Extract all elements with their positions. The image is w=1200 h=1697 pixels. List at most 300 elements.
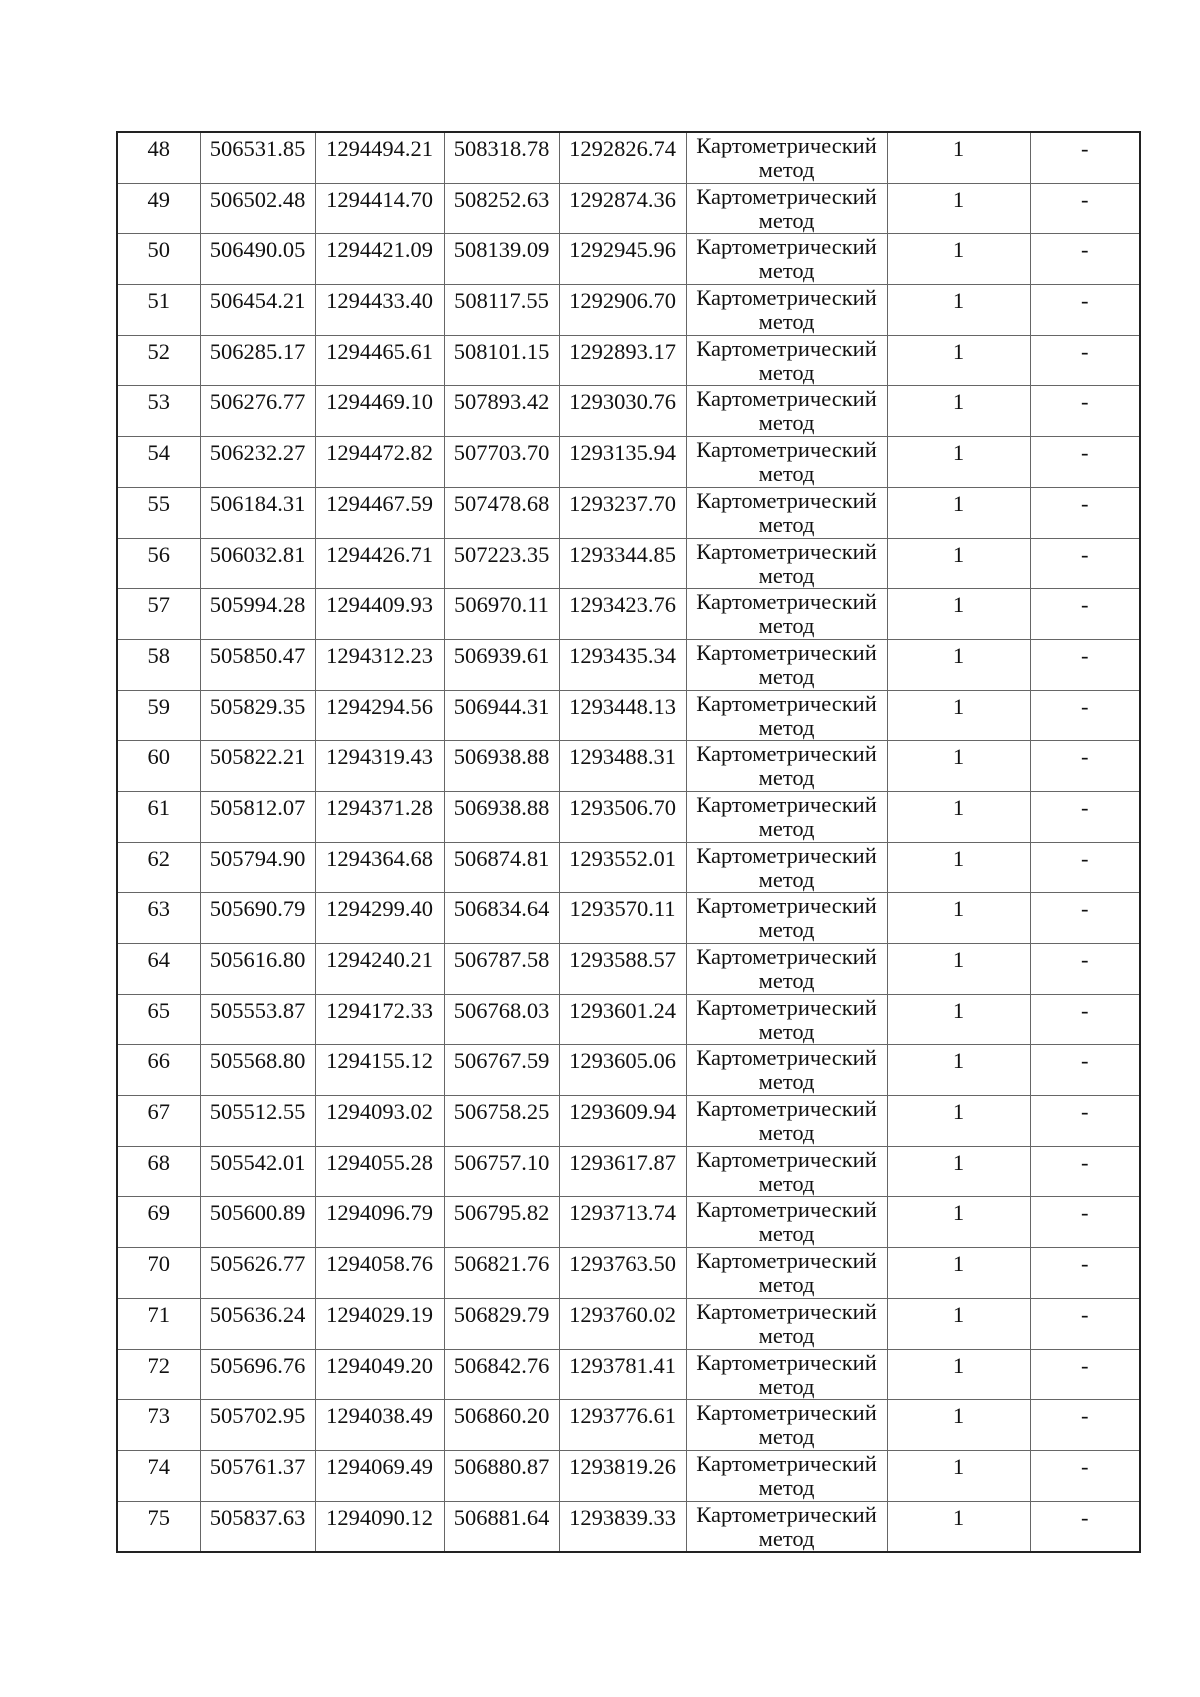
y-new-cell xyxy=(559,386,686,437)
y-new-cell xyxy=(559,1349,686,1400)
point-number: 63 xyxy=(147,896,170,922)
table-row xyxy=(117,183,1140,234)
y-new-cell xyxy=(559,1450,686,1501)
point-number-cell xyxy=(117,234,200,285)
y-new: 1293617.87 xyxy=(569,1149,676,1175)
method-text: Картометрический xyxy=(696,1450,877,1476)
x-old: 505626.77 xyxy=(209,1251,306,1277)
accuracy: 1 xyxy=(952,186,965,212)
note: - xyxy=(1081,237,1089,263)
method-text: метод xyxy=(758,714,815,740)
y-new-cell xyxy=(559,132,686,183)
note: - xyxy=(1081,1099,1089,1125)
note: - xyxy=(1081,693,1089,719)
point-number: 54 xyxy=(147,440,170,466)
note-cell xyxy=(1030,589,1140,640)
table-row xyxy=(117,386,1140,437)
accuracy-cell xyxy=(887,741,1030,792)
accuracy: 1 xyxy=(952,490,965,516)
x-new-cell xyxy=(444,1450,559,1501)
y-old-cell xyxy=(315,234,444,285)
x-new-cell xyxy=(444,791,559,842)
method-text: метод xyxy=(758,1272,815,1298)
method-cell xyxy=(686,589,887,640)
x-old: 506502.48 xyxy=(209,186,306,212)
method-cell xyxy=(686,437,887,488)
x-new-cell xyxy=(444,1197,559,1248)
point-number: 53 xyxy=(147,389,170,415)
method-cell xyxy=(686,1450,887,1501)
table-row xyxy=(117,589,1140,640)
accuracy-cell xyxy=(887,842,1030,893)
method-text: Картометрический xyxy=(696,234,877,260)
y-old: 1294364.68 xyxy=(326,845,433,871)
x-new-cell xyxy=(444,285,559,336)
y-new-cell xyxy=(559,1248,686,1299)
y-new: 1292826.74 xyxy=(569,136,676,161)
method-text: Картометрический xyxy=(696,183,877,209)
x-new: 506757.10 xyxy=(453,1149,550,1175)
table-row xyxy=(117,1248,1140,1299)
y-new-cell xyxy=(559,589,686,640)
x-new-cell xyxy=(444,1146,559,1197)
x-old-cell xyxy=(200,1248,315,1299)
note-cell xyxy=(1030,1298,1140,1349)
method-text: Картометрический xyxy=(696,589,877,615)
x-old-cell xyxy=(200,791,315,842)
x-old: 506531.85 xyxy=(209,136,306,161)
y-new: 1293135.94 xyxy=(569,440,676,466)
note-cell xyxy=(1030,1501,1140,1552)
point-number: 57 xyxy=(147,592,170,618)
x-new: 507478.68 xyxy=(453,490,550,516)
method-text: Картометрический xyxy=(696,1298,877,1324)
x-new: 508252.63 xyxy=(453,186,550,212)
table-row xyxy=(117,994,1140,1045)
y-new-cell xyxy=(559,944,686,995)
x-new: 506767.59 xyxy=(453,1048,550,1074)
y-new: 1293839.33 xyxy=(569,1504,676,1530)
y-old-cell xyxy=(315,1450,444,1501)
method-text: Картометрический xyxy=(696,1197,877,1223)
point-number: 71 xyxy=(147,1301,170,1327)
point-number: 49 xyxy=(147,186,170,212)
point-number: 50 xyxy=(147,237,170,263)
accuracy-cell xyxy=(887,1501,1030,1552)
accuracy: 1 xyxy=(952,1048,965,1074)
point-number-cell xyxy=(117,386,200,437)
y-old: 1294029.19 xyxy=(326,1301,433,1327)
accuracy: 1 xyxy=(952,997,965,1023)
x-new-cell xyxy=(444,1501,559,1552)
method-cell xyxy=(686,183,887,234)
x-new: 506874.81 xyxy=(453,845,550,871)
note: - xyxy=(1081,1301,1089,1327)
y-old: 1294049.20 xyxy=(326,1352,433,1378)
y-new: 1293488.31 xyxy=(569,744,676,770)
x-new: 506938.88 xyxy=(453,744,550,770)
x-new: 506842.76 xyxy=(453,1352,550,1378)
y-new: 1292945.96 xyxy=(569,237,676,263)
table-row xyxy=(117,741,1140,792)
x-new: 506938.88 xyxy=(453,794,550,820)
y-old-cell xyxy=(315,893,444,944)
table-row xyxy=(117,487,1140,538)
x-new-cell xyxy=(444,1045,559,1096)
x-old-cell xyxy=(200,944,315,995)
point-number: 70 xyxy=(147,1251,170,1277)
table-row xyxy=(117,538,1140,589)
y-new: 1293588.57 xyxy=(569,947,676,972)
accuracy-cell xyxy=(887,538,1030,589)
method-text: метод xyxy=(758,461,815,487)
x-old-cell xyxy=(200,1349,315,1400)
y-old-cell xyxy=(315,690,444,741)
y-old-cell xyxy=(315,1146,444,1197)
note-cell xyxy=(1030,1096,1140,1147)
note: - xyxy=(1081,1453,1089,1479)
table-row xyxy=(117,335,1140,386)
method-text: Картометрический xyxy=(696,386,877,412)
x-old-cell xyxy=(200,1146,315,1197)
x-new: 506860.20 xyxy=(453,1403,550,1429)
point-number: 58 xyxy=(147,642,170,668)
x-old: 505542.01 xyxy=(209,1149,306,1175)
point-number: 66 xyxy=(147,1048,170,1074)
x-old-cell xyxy=(200,1298,315,1349)
note: - xyxy=(1081,592,1089,618)
note: - xyxy=(1081,389,1089,415)
accuracy: 1 xyxy=(952,541,965,567)
y-old-cell xyxy=(315,1045,444,1096)
method-text: метод xyxy=(758,765,815,791)
accuracy-cell xyxy=(887,437,1030,488)
point-number-cell xyxy=(117,335,200,386)
note-cell xyxy=(1030,437,1140,488)
x-old-cell xyxy=(200,1197,315,1248)
point-number: 68 xyxy=(147,1149,170,1175)
point-number-cell xyxy=(117,487,200,538)
x-old: 505812.07 xyxy=(209,794,306,820)
method-cell xyxy=(686,285,887,336)
point-number-cell xyxy=(117,538,200,589)
note-cell xyxy=(1030,791,1140,842)
x-old-cell xyxy=(200,690,315,741)
x-new: 506829.79 xyxy=(453,1301,550,1327)
note-cell xyxy=(1030,285,1140,336)
y-old-cell xyxy=(315,994,444,1045)
y-new: 1293570.11 xyxy=(569,896,676,922)
y-new-cell xyxy=(559,538,686,589)
method-cell xyxy=(686,1400,887,1451)
y-new: 1293609.94 xyxy=(569,1099,676,1125)
y-new: 1293448.13 xyxy=(569,693,676,719)
method-text: метод xyxy=(758,917,815,943)
method-cell xyxy=(686,1096,887,1147)
method-text: Картометрический xyxy=(696,1501,877,1527)
y-old-cell xyxy=(315,791,444,842)
y-new-cell xyxy=(559,183,686,234)
method-cell xyxy=(686,1197,887,1248)
x-old: 505829.35 xyxy=(209,693,306,719)
y-new-cell xyxy=(559,437,686,488)
x-old-cell xyxy=(200,1045,315,1096)
point-number: 65 xyxy=(147,997,170,1023)
y-old-cell xyxy=(315,1400,444,1451)
y-new-cell xyxy=(559,1096,686,1147)
note: - xyxy=(1081,947,1089,972)
method-text: Картометрический xyxy=(696,1349,877,1375)
table-row xyxy=(117,893,1140,944)
note-cell xyxy=(1030,1146,1140,1197)
method-text: Картометрический xyxy=(696,690,877,716)
accuracy-cell xyxy=(887,1146,1030,1197)
y-new: 1293601.24 xyxy=(569,997,676,1023)
point-number: 64 xyxy=(147,947,170,972)
point-number-cell xyxy=(117,1146,200,1197)
y-new: 1293552.01 xyxy=(569,845,676,871)
accuracy: 1 xyxy=(952,693,965,719)
y-new-cell xyxy=(559,994,686,1045)
x-new-cell xyxy=(444,335,559,386)
point-number: 59 xyxy=(147,693,170,719)
method-text: Картометрический xyxy=(696,285,877,311)
method-text: метод xyxy=(758,309,815,335)
y-new-cell xyxy=(559,1197,686,1248)
x-old-cell xyxy=(200,132,315,183)
y-old-cell xyxy=(315,437,444,488)
table-row xyxy=(117,1501,1140,1552)
note-cell xyxy=(1030,132,1140,183)
method-text: метод xyxy=(758,1018,815,1044)
y-new: 1293423.76 xyxy=(569,592,676,618)
y-old: 1294426.71 xyxy=(326,541,433,567)
x-old-cell xyxy=(200,335,315,386)
y-old-cell xyxy=(315,285,444,336)
y-old: 1294294.56 xyxy=(326,693,433,719)
accuracy-cell xyxy=(887,944,1030,995)
y-old: 1294069.49 xyxy=(326,1453,433,1479)
accuracy: 1 xyxy=(952,237,965,263)
x-new-cell xyxy=(444,437,559,488)
y-old-cell xyxy=(315,1248,444,1299)
y-old: 1294093.02 xyxy=(326,1099,433,1125)
y-new: 1293237.70 xyxy=(569,490,676,516)
point-number: 60 xyxy=(147,744,170,770)
note-cell xyxy=(1030,690,1140,741)
x-new: 508139.09 xyxy=(453,237,550,263)
y-new: 1293030.76 xyxy=(569,389,676,415)
accuracy: 1 xyxy=(952,896,965,922)
y-new-cell xyxy=(559,639,686,690)
y-old: 1294414.70 xyxy=(326,186,433,212)
accuracy-cell xyxy=(887,791,1030,842)
note-cell xyxy=(1030,1045,1140,1096)
accuracy: 1 xyxy=(952,440,965,466)
y-new: 1293435.34 xyxy=(569,642,676,668)
x-old-cell xyxy=(200,538,315,589)
point-number: 75 xyxy=(147,1504,170,1530)
method-cell xyxy=(686,487,887,538)
accuracy-cell xyxy=(887,183,1030,234)
point-number: 55 xyxy=(147,490,170,516)
y-new-cell xyxy=(559,690,686,741)
y-old-cell xyxy=(315,1197,444,1248)
y-new: 1293763.50 xyxy=(569,1251,676,1277)
method-text: Картометрический xyxy=(696,842,877,868)
x-old: 505553.87 xyxy=(209,997,306,1023)
accuracy-cell xyxy=(887,132,1030,183)
method-text: метод xyxy=(758,562,815,588)
y-old-cell xyxy=(315,944,444,995)
method-text: метод xyxy=(758,1069,815,1095)
y-old: 1294472.82 xyxy=(326,440,433,466)
accuracy-cell xyxy=(887,639,1030,690)
note-cell xyxy=(1030,1197,1140,1248)
x-old: 506184.31 xyxy=(209,490,306,516)
y-old-cell xyxy=(315,639,444,690)
note-cell xyxy=(1030,893,1140,944)
note-cell xyxy=(1030,538,1140,589)
method-text: Картометрический xyxy=(696,893,877,919)
x-old: 505696.76 xyxy=(209,1352,306,1378)
y-old: 1294409.93 xyxy=(326,592,433,618)
x-old-cell xyxy=(200,639,315,690)
accuracy-cell xyxy=(887,589,1030,640)
point-number-cell xyxy=(117,1298,200,1349)
method-text: метод xyxy=(758,359,815,385)
x-old: 506285.17 xyxy=(209,338,306,364)
table-row xyxy=(117,690,1140,741)
note: - xyxy=(1081,490,1089,516)
note: - xyxy=(1081,288,1089,314)
y-new: 1293344.85 xyxy=(569,541,676,567)
x-new: 506880.87 xyxy=(453,1453,550,1479)
y-old: 1294058.76 xyxy=(326,1251,433,1277)
y-new: 1293605.06 xyxy=(569,1048,676,1074)
method-cell xyxy=(686,538,887,589)
x-old-cell xyxy=(200,893,315,944)
x-new: 508318.78 xyxy=(453,136,550,161)
y-old: 1294494.21 xyxy=(326,136,433,161)
y-old: 1294467.59 xyxy=(326,490,433,516)
method-text: метод xyxy=(758,1120,815,1146)
y-old-cell xyxy=(315,487,444,538)
point-number: 72 xyxy=(147,1352,170,1378)
method-text: Картометрический xyxy=(696,994,877,1020)
method-cell xyxy=(686,639,887,690)
table-row xyxy=(117,1197,1140,1248)
y-old: 1294312.23 xyxy=(326,642,433,668)
accuracy: 1 xyxy=(952,1251,965,1277)
accuracy-cell xyxy=(887,893,1030,944)
accuracy: 1 xyxy=(952,1403,965,1429)
x-old: 505822.21 xyxy=(209,744,306,770)
note: - xyxy=(1081,896,1089,922)
method-cell xyxy=(686,1349,887,1400)
x-new: 506768.03 xyxy=(453,997,550,1023)
x-new: 506834.64 xyxy=(453,896,550,922)
x-new: 508101.15 xyxy=(453,338,550,364)
x-old: 506232.27 xyxy=(209,440,306,466)
x-new: 506970.11 xyxy=(454,592,549,618)
y-old: 1294172.33 xyxy=(326,997,433,1023)
x-new: 507223.35 xyxy=(453,541,550,567)
accuracy-cell xyxy=(887,1096,1030,1147)
note: - xyxy=(1081,136,1089,161)
x-old-cell xyxy=(200,1501,315,1552)
method-text: метод xyxy=(758,157,815,182)
x-new-cell xyxy=(444,1298,559,1349)
accuracy: 1 xyxy=(952,1099,965,1125)
note-cell xyxy=(1030,234,1140,285)
method-cell xyxy=(686,690,887,741)
y-new-cell xyxy=(559,741,686,792)
accuracy-cell xyxy=(887,1349,1030,1400)
note: - xyxy=(1081,794,1089,820)
x-new: 506881.64 xyxy=(453,1504,550,1530)
y-new-cell xyxy=(559,893,686,944)
table-body xyxy=(117,132,1140,1552)
point-number: 52 xyxy=(147,338,170,364)
point-number: 67 xyxy=(147,1099,170,1125)
y-old: 1294096.79 xyxy=(326,1200,433,1226)
note: - xyxy=(1081,997,1089,1023)
table-row xyxy=(117,1045,1140,1096)
x-old-cell xyxy=(200,487,315,538)
x-old: 505616.80 xyxy=(209,947,306,972)
x-new-cell xyxy=(444,741,559,792)
table-row xyxy=(117,234,1140,285)
point-number-cell xyxy=(117,132,200,183)
x-old: 506276.77 xyxy=(209,389,306,415)
y-old-cell xyxy=(315,589,444,640)
method-cell xyxy=(686,234,887,285)
table-row xyxy=(117,1146,1140,1197)
y-old-cell xyxy=(315,386,444,437)
y-new-cell xyxy=(559,487,686,538)
table-row xyxy=(117,1450,1140,1501)
note-cell xyxy=(1030,183,1140,234)
point-number-cell xyxy=(117,741,200,792)
y-new-cell xyxy=(559,234,686,285)
x-old-cell xyxy=(200,1096,315,1147)
x-old-cell xyxy=(200,741,315,792)
accuracy: 1 xyxy=(952,592,965,618)
y-old-cell xyxy=(315,741,444,792)
accuracy: 1 xyxy=(952,136,965,161)
table-row xyxy=(117,1096,1140,1147)
note: - xyxy=(1081,541,1089,567)
method-text: Картометрический xyxy=(696,791,877,817)
x-new: 506758.25 xyxy=(453,1099,550,1125)
x-old: 505794.90 xyxy=(209,845,306,871)
accuracy-cell xyxy=(887,386,1030,437)
x-old-cell xyxy=(200,1400,315,1451)
point-number: 48 xyxy=(147,136,170,161)
y-old: 1294433.40 xyxy=(326,288,433,314)
y-new-cell xyxy=(559,1146,686,1197)
x-new-cell xyxy=(444,132,559,183)
note-cell xyxy=(1030,1400,1140,1451)
method-text: метод xyxy=(758,815,815,841)
y-new: 1293713.74 xyxy=(569,1200,676,1226)
method-text: метод xyxy=(758,258,815,284)
note: - xyxy=(1081,642,1089,668)
point-number-cell xyxy=(117,285,200,336)
y-old-cell xyxy=(315,132,444,183)
x-old-cell xyxy=(200,1450,315,1501)
